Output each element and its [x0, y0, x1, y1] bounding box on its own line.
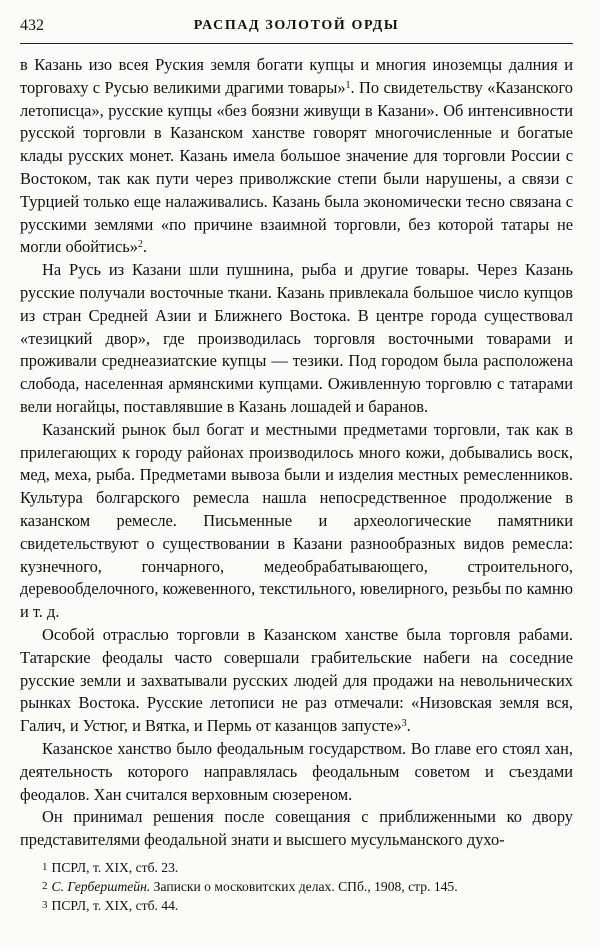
footnote-1: [20, 858, 573, 877]
paragraph-4-text-a: Особой отраслью торговли в Казанском ханстве была торговля рабами. Татарские феодалы часто совершали грабительские набеги на соседние русские земли и захватывали русских людей для продажи на невольнических рынках Востока. Русские летописи не раз отмечали: «Низовская земля вся, Галич, и Устюг, и Вятка, и Пермь от казанцов запусте»: [20, 624, 573, 736]
footnote-mark: 2: [42, 880, 48, 892]
footnote-3: [20, 896, 573, 915]
paragraph-4-text-b: .: [406, 716, 411, 736]
footnote-text: Записки о московитских делах. СПб., 1908, стр. 145.: [150, 879, 458, 894]
footnote-ref-3: 3: [401, 718, 407, 730]
footnote-ref-2: 2: [137, 239, 143, 251]
paragraph-2: На Русь из Казани шли пушнина, рыба и другие товары. Через Казань русские получали восточные ткани. Казань привлекала большое число купцов из стран Средней Азии и Ближнего Востока. В центре города существовал «тезицкий двор», где производилась торговля восточными товарами и проживали среднеазиатские купцы — тезики. Под городом была расположена слобода, населенная армянскими купцами. Оживленную торговлю с татарами вели ногайцы, поставлявшие в Казань лошадей и баранов.: [20, 260, 573, 416]
paragraph-4: [20, 624, 573, 738]
footnote-ref-1: 1: [345, 79, 351, 91]
paragraph-5: Казанское ханство было феодальным государством. Во главе его стоял хан, деятельность которого направлялась феодальным советом и съездами феодалов. Хан считался верховным сюзереном.: [20, 738, 573, 804]
paragraph-1-text-a: в Казань изо всея Руския земля богати купцы и многия иноземцы далния и торговаху с Русью великими драгими товары»: [20, 55, 573, 97]
footnote-author: С. Герберштейн.: [51, 879, 151, 894]
footnote-2: [20, 877, 573, 896]
paragraph-1-text-b: . По свидетельству «Казанского летописца», русские купцы «без боязни живущи в Казани». Об интенсивности русской торговли в Казанском ханстве говорят многочисленные и богатые клады русских монет. Казань имела большое значение для торговли России с Востоком, так как пути через приволжские степи были нарушены, а связи с Турцией только еще налаживались. Казань была экономически тесно связана с русскими землями «по причине взаимной торговли, без которой татары не могли обойтись»: [20, 77, 573, 257]
body-text: [20, 54, 573, 852]
footnotes: [20, 858, 573, 915]
page-number: 432: [20, 17, 44, 34]
footnote-text: ПСРЛ, т. XIX, стб. 23.: [51, 860, 179, 875]
header-rule: [20, 43, 573, 44]
footnote-text: ПСРЛ, т. XIX, стб. 44.: [51, 898, 179, 913]
footnote-mark: 3: [42, 899, 48, 911]
paragraph-3: Казанский рынок был богат и местными предметами торговли, так как в прилегающих к городу районах производилось много кожи, добывались воск, мед, мехa, рыба. Предметами вывоза были и изделия местных ремесленников. Культура болгарского ремесла нашла непосредственное продолжение в казанском ремесле. Письменные и археологические памятники свидетельствуют о существовании в Казани разнообразных видов ремесла: кузнечного, гончарного, медеобрабатывающего, строительного, деревообделочного, кожевенного, текстильного, ювелирного, резьбы по камню и т. д.: [20, 419, 573, 622]
footnote-mark: 1: [42, 861, 48, 873]
paragraph-1-text-c: .: [142, 237, 147, 257]
running-title: РАСПАД ЗОЛОТОЙ ОРДЫ: [193, 18, 400, 33]
paragraph-6: Он принимал решения после совещания с приближенными ко двору представителями феодальной знати и высшего мусульманского духо-: [20, 807, 573, 850]
page-header: [20, 16, 573, 42]
paragraph-1: [20, 54, 573, 259]
